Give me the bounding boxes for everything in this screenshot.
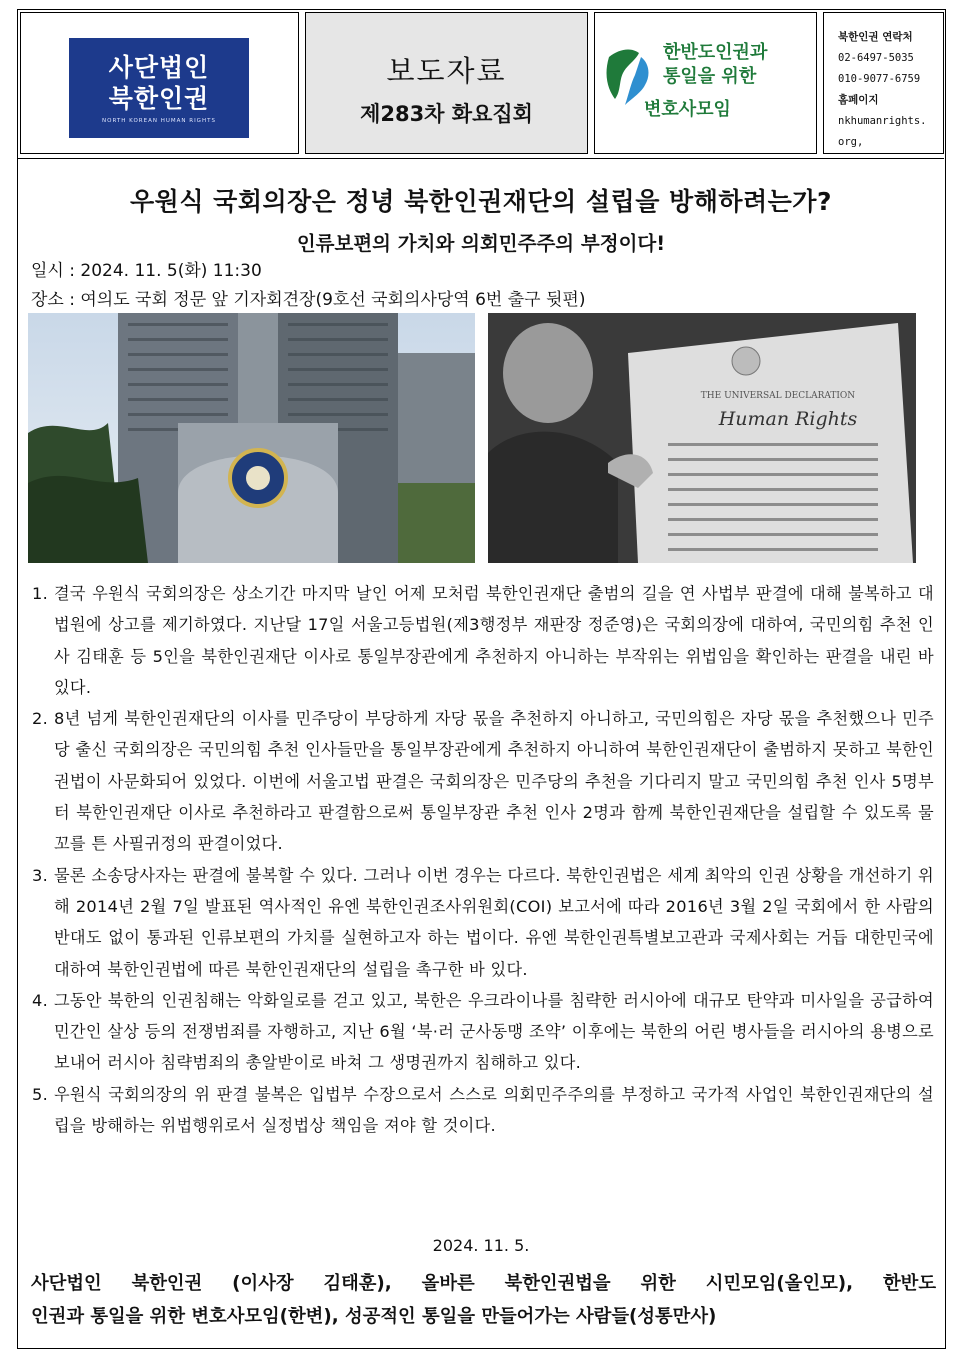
list-item-text: 그동안 북한의 인권침해는 악화일로를 걷고 있고, 북한은 우크라이나를 침략한 러시아에 대규모 탄약과 미사일을 공급하여 민간인 살상 등의 전쟁범죄를 자행하고, 지난 6월 ‘북·러 군사동맹 조약’ 이후에는 북한의 어린 병사들을 러시아의 용병으로 보내어 러시아 침략범죄의 총알받이로 바쳐 그 생명권까지 침해하고 있다. <box>54 990 934 1073</box>
statement-list <box>32 578 934 1141</box>
org-logo-box <box>20 12 299 154</box>
partner-logo <box>601 41 811 121</box>
declaration-heading-text: THE UNIVERSAL DECLARATION <box>700 391 856 401</box>
human-rights-declaration-photo <box>488 313 916 563</box>
event-datetime: 일시 : 2024. 11. 5(화) 11:30 <box>31 261 262 281</box>
list-item-number: 2. <box>32 709 49 729</box>
contact-label: 북한인권 연락처 <box>838 31 913 43</box>
signatories <box>31 1267 936 1333</box>
org-logo-line1: 사단법인 <box>108 53 210 82</box>
list-item-text: 결국 우원식 국회의장은 상소기간 마지막 날인 어제 모처럼 북한인권재단 출범의 길을 연 사법부 판결에 대해 불복하고 대법원에 상고를 제기하였다. 지난달 17일 서울고등법원(제3행정부 재판장 정준영)은 국회의장에 대하여, 국민의힘 추천 인사 김태훈 등 5인을 북한인권재단 이사로 통일부장관에게 추천하지 아니하는 부작위는 위법임을 확인하는 판결을 내린 바 있다. <box>54 584 934 697</box>
org-logo <box>69 38 249 138</box>
org-logo-line2: 북한인권 <box>108 84 210 113</box>
list-item-number: 3. <box>32 865 49 885</box>
declaration-title-text: Human Rights <box>718 408 858 430</box>
homepage-label: 홈페이지 <box>838 94 879 106</box>
list-item-number: 5. <box>32 1084 49 1104</box>
homepage-line2: org, <box>838 136 864 148</box>
contact-box <box>823 12 944 154</box>
list-item <box>32 860 934 985</box>
header <box>18 10 944 158</box>
partner-logo-line3: 변호사모임 <box>644 99 731 120</box>
release-date: 2024. 11. 5. <box>432 1236 530 1255</box>
list-item <box>32 1079 934 1142</box>
list-item <box>32 703 934 859</box>
contact-phone1: 02-6497-5035 <box>838 52 914 64</box>
contact-phone2: 010-9077-6759 <box>838 73 921 85</box>
list-item <box>32 578 934 703</box>
partner-logo-box <box>594 12 817 154</box>
press-release-page <box>17 9 946 1349</box>
partner-logo-line1: 한반도인권과 <box>663 42 768 63</box>
signatories-line1: 사단법인 북한인권 (이사장 김태훈), 올바른 북한인권법을 위한 시민모임(올인모), 한반도 <box>31 1273 936 1294</box>
list-item-text: 8년 넘게 북한인권재단의 이사를 민주당이 부당하게 자당 몫을 추천하지 아니하고, 국민의힘은 자당 몫을 추천했으나 민주당 출신 국회의장은 국민의힘 추천 인사들만을 통일부장관에게 추천하지 아니하여 북한인권재단이 출범하지 못하고 북한인권법이 사문화되어 있었다. 이번에 서울고법 판결은 국회의장은 민주당의 추천을 기다리지 말고 국민의힘 추천 인사 5명부터 북한인권재단 이사로 추천하라고 판결함으로써 통일부장관 추천 인사 2명과 함께 북한인권재단을 설립할 수 있도록 물꼬를 튼 사필귀정의 판결이었다. <box>54 709 934 854</box>
main-title: 우원식 국회의장은 정녕 북한인권재단의 설립을 방해하려는가? <box>130 187 832 216</box>
list-item-number: 4. <box>32 990 49 1010</box>
court-building-photo <box>28 313 475 563</box>
partner-logo-lines <box>663 41 767 89</box>
press-release-title: 보도자료 <box>386 54 507 88</box>
org-logo-english: NORTH KOREAN HUMAN RIGHTS <box>102 118 216 124</box>
header-divider <box>18 158 944 159</box>
press-release-box <box>305 12 588 154</box>
homepage-line1: nkhumanrights. <box>838 115 927 127</box>
list-item-text: 우원식 국회의장의 위 판결 불복은 입법부 수장으로서 스스로 의회민주주의를 부정하고 국가적 사업인 북한인권재단의 설립을 방해하는 위법행위로서 실정법상 책임을 져야 할 것이다. <box>54 1084 934 1136</box>
event-place: 장소 : 여의도 국회 정문 앞 기자회견장(9호선 국회의사당역 6번 출구 뒷편) <box>31 290 586 310</box>
signatories-line2: 인권과 통일을 위한 변호사모임(한변), 성공적인 통일을 만들어가는 사람들(성통만사) <box>31 1306 717 1327</box>
list-item <box>32 985 934 1079</box>
contact-info <box>838 27 927 153</box>
list-item-text: 물론 소송당사자는 판결에 불복할 수 있다. 그러나 이번 경우는 다르다. 북한인권법은 세계 최악의 인권 상황을 개선하기 위해 2014년 2월 7일 발표된 역사적인 유엔 북한인권조사위원회(COI) 보고서에 따라 2016년 3월 2일 국회에서 한 사람의 반대도 없이 통과된 인류보편의 가치를 실현하고자 하는 법이다. 유엔 북한인권특별보고관과 국제사회는 거듭 대한민국에 대하여 북한인권법에 따른 북한인권재단의 설립을 촉구한 바 있다. <box>54 865 934 979</box>
list-item-number: 1. <box>32 584 49 603</box>
press-release-subtitle: 제283차 화요집회 <box>360 102 533 126</box>
main-subtitle: 인류보편의 가치와 의회민주주의 부정이다! <box>296 232 666 255</box>
partner-logo-line2: 통일을 위한 <box>663 66 757 87</box>
